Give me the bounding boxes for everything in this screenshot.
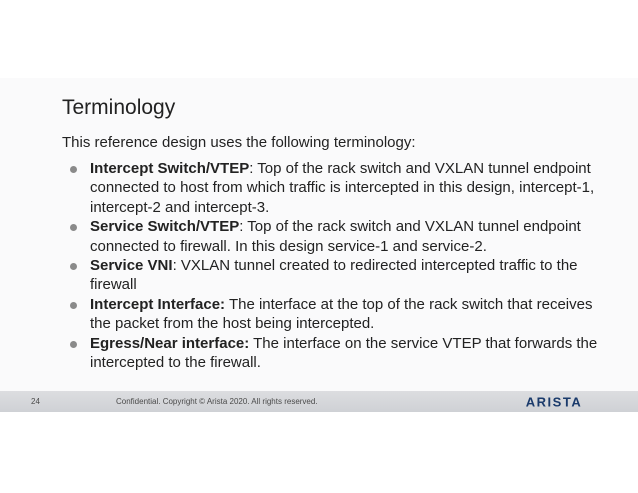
term-label: Intercept Interface: [90, 295, 226, 313]
list-item [62, 295, 602, 334]
bullet-icon [70, 224, 77, 231]
list-item [62, 217, 602, 256]
bullet-icon [70, 341, 77, 348]
arista-logo [520, 395, 588, 408]
list-item [62, 256, 602, 295]
term-description: : VXLAN tunnel created to redirected intercepted traffic to the firewall [90, 257, 578, 294]
bullet-icon [70, 263, 77, 270]
term-description: : Top of the rack switch and VXLAN tunnel endpoint connected to firewall. In this design service-1 and service-2. [90, 218, 581, 255]
copyright-notice: Confidential. Copyright © Arista 2020. All rights reserved. [116, 397, 318, 406]
term-label: Service VNI [90, 257, 173, 275]
page-number: 24 [31, 397, 40, 406]
terminology-list [62, 159, 602, 372]
intro-text: This reference design uses the following terminology: [62, 134, 416, 151]
list-item [62, 159, 602, 217]
term-description: : Top of the rack switch and VXLAN tunnel endpoint connected to host from which traffic is intercepted in this design, intercept-1, intercept-2 and intercept-3. [90, 160, 595, 216]
list-item [62, 334, 602, 373]
term-description: The interface at the top of the rack switch that receives the packet from the host being intercepted. [90, 295, 593, 333]
term-label: Intercept Switch/VTEP [90, 160, 250, 177]
logo-text: ARISTA [525, 395, 583, 408]
bullet-icon [70, 302, 77, 309]
term-description: The interface on the service VTEP that forwards the intercepted to the firewall. [90, 334, 598, 372]
slide-title: Terminology [62, 96, 176, 119]
bullet-icon [70, 166, 77, 173]
term-label: Service Switch/VTEP [90, 218, 240, 236]
term-label: Egress/Near interface: [90, 334, 250, 352]
